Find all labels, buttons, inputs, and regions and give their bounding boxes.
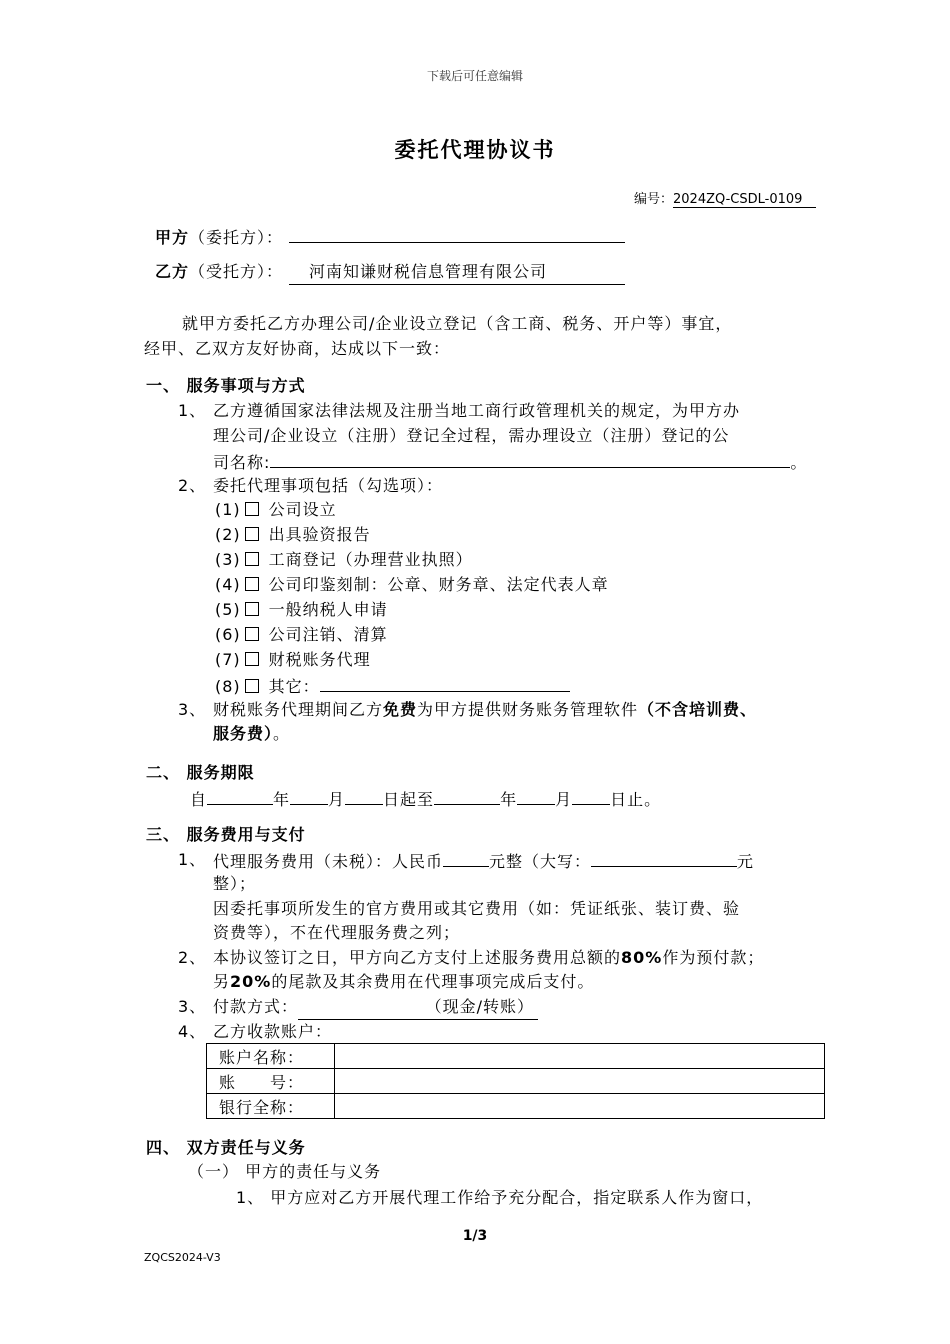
- account-name-field[interactable]: [335, 1044, 825, 1069]
- party-b-role: （受托方）：: [189, 262, 284, 281]
- s3-item1-line3: 因委托事项所发生的官方费用或其它费用（如：凭证纸张、装订费、验: [213, 899, 741, 918]
- s1-item1-line1: 乙方遵循国家法律法规及注册当地工商行政管理机关的规定，为甲方办: [213, 401, 741, 420]
- s3-item4-num: 4、: [178, 1022, 207, 1041]
- s3-item3-num: 3、: [178, 997, 207, 1016]
- party-a-field[interactable]: [289, 224, 625, 243]
- option-2: [215, 523, 371, 547]
- option-7-checkbox[interactable]: [245, 652, 259, 666]
- bank-account-table: [206, 1043, 825, 1119]
- period-day-to-label: 日止。: [610, 790, 662, 809]
- s3-item1-num: 1、: [178, 850, 207, 869]
- option-1: [215, 498, 337, 522]
- s1-item3-pre: 财税账务代理期间乙方: [213, 700, 384, 719]
- option-2-label: 出具验资报告: [268, 525, 371, 544]
- payment-method-field[interactable]: （现金/转账）: [298, 995, 538, 1020]
- option-6-checkbox[interactable]: [245, 627, 259, 641]
- bank-name-field[interactable]: [335, 1094, 825, 1119]
- table-row: [207, 1069, 825, 1094]
- s1-item3-end: 。: [273, 724, 291, 743]
- intro-line-2: 经甲、乙双方友好协商，达成以下一致：: [144, 339, 451, 358]
- balance-pre: 另: [213, 972, 231, 991]
- from-day-field[interactable]: [345, 786, 383, 805]
- option-4-label: 公司印鉴刻制：公章、财务章、法定代表人章: [268, 575, 609, 594]
- table-row: [207, 1044, 825, 1069]
- option-3-label: 工商登记（办理营业执照）: [268, 550, 473, 569]
- account-number-label: 账 号：: [207, 1069, 335, 1094]
- s1-item1-line3: [213, 449, 807, 475]
- s1-item2-num: 2、: [178, 476, 207, 495]
- s3-item1-line1: [213, 848, 754, 874]
- option-3: [215, 548, 473, 572]
- s1-item3-num: 3、: [178, 700, 207, 719]
- option-4-checkbox[interactable]: [245, 577, 259, 591]
- option-5: [215, 598, 388, 622]
- fee-amount-words-field[interactable]: [591, 848, 737, 867]
- option-4-num: (4): [215, 575, 241, 594]
- party-a-label: 甲方: [155, 228, 190, 247]
- from-month-field[interactable]: [290, 786, 328, 805]
- company-name-field[interactable]: [270, 449, 790, 468]
- fee-yuan-label: 元整（大写：: [489, 852, 592, 871]
- s1-item3-exclude-2: 服务费）: [213, 724, 274, 743]
- document-code: ZQCS2024-V3: [144, 1251, 221, 1264]
- option-8-other-field[interactable]: [320, 673, 570, 692]
- option-6-num: (6): [215, 625, 241, 644]
- section-3-heading: 三、 服务费用与支付: [146, 825, 306, 844]
- fee-label: 代理服务费用（未税）：人民币: [213, 852, 444, 871]
- option-1-num: (1): [215, 500, 241, 519]
- to-month-field[interactable]: [517, 786, 555, 805]
- s3-item3-line: [213, 995, 538, 1020]
- option-2-checkbox[interactable]: [245, 527, 259, 541]
- s3-item2-num: 2、: [178, 948, 207, 967]
- from-year-field[interactable]: [207, 786, 273, 805]
- fee-amount-field[interactable]: [443, 848, 489, 867]
- s3-item2-line1: [213, 946, 764, 970]
- option-3-num: (3): [215, 550, 241, 569]
- section-4-item-1: 1、 甲方应对乙方开展代理工作给予充分配合，指定联系人作为窗口，: [236, 1188, 764, 1207]
- fee-yuan2-label: 元: [737, 852, 755, 871]
- period-day-from-label: 日起至: [383, 790, 435, 809]
- s3-item2-line2: [213, 970, 594, 994]
- contract-number: [634, 188, 816, 207]
- header-note: 下载后可任意编辑: [426, 69, 523, 83]
- option-5-label: 一般纳税人申请: [268, 600, 388, 619]
- table-row: [207, 1094, 825, 1119]
- party-a-role: （委托方）：: [189, 228, 284, 247]
- s1-item1-line2: 理公司/企业设立（注册）登记全过程，需办理设立（注册）登记的公: [213, 426, 730, 445]
- option-3-checkbox[interactable]: [245, 552, 259, 566]
- party-b-line: [155, 260, 625, 285]
- party-b-label: 乙方: [155, 262, 190, 281]
- account-number-field[interactable]: [335, 1069, 825, 1094]
- option-8: [215, 673, 570, 699]
- s3-item4-label: 乙方收款账户：: [213, 1022, 333, 1041]
- prepay-text: 本协议签订之日，甲方向乙方支付上述服务费用总额的: [213, 948, 622, 967]
- s3-item1-line2: 整）；: [213, 874, 257, 893]
- s1-item3-free: 免费: [383, 700, 418, 719]
- document-title: 委托代理协议书: [394, 138, 556, 162]
- s1-item3-line2: [213, 722, 290, 746]
- company-name-end: 。: [790, 453, 808, 472]
- period-month2-label: 月: [555, 790, 573, 809]
- s3-item1-line4: 资费等），不在代理服务费之列；: [213, 923, 461, 942]
- option-7-label: 财税账务代理: [268, 650, 371, 669]
- s1-item2-text: 委托代理事项包括（勾选项）：: [213, 476, 444, 495]
- period-month-label: 月: [328, 790, 346, 809]
- s1-item3-exclude: （不含培训费、: [638, 700, 758, 719]
- to-day-field[interactable]: [572, 786, 610, 805]
- option-6-label: 公司注销、清算: [268, 625, 388, 644]
- prepay-post: 作为预付款；: [662, 948, 765, 967]
- period-from-label: 自: [190, 790, 208, 809]
- contract-number-value: 2024ZQ-CSDL-0109: [673, 192, 816, 208]
- option-4: [215, 573, 609, 597]
- option-8-num: (8): [215, 677, 241, 696]
- option-7-num: (7): [215, 650, 241, 669]
- prepay-percent: 80%: [621, 948, 663, 967]
- option-1-label: 公司设立: [268, 500, 337, 519]
- balance-post: 的尾款及其余费用在代理事项完成后支付。: [271, 972, 595, 991]
- period-year-label: 年: [273, 790, 291, 809]
- option-1-checkbox[interactable]: [245, 502, 259, 516]
- section-4-heading: 四、 双方责任与义务: [146, 1138, 306, 1157]
- option-8-label: 其它：: [268, 677, 320, 696]
- option-5-checkbox[interactable]: [245, 602, 259, 616]
- service-period-line: [190, 786, 661, 812]
- option-5-num: (5): [215, 600, 241, 619]
- party-b-field[interactable]: 河南知谦财税信息管理有限公司: [289, 260, 625, 285]
- intro-line-1: 就甲方委托乙方办理公司/企业设立登记（含工商、税务、开户等）事宜，: [182, 314, 733, 333]
- section-4-sub-1: （一） 甲方的责任与义务: [188, 1162, 382, 1181]
- company-name-label: 司名称:: [213, 453, 271, 472]
- payment-method-label: 付款方式：: [213, 997, 299, 1016]
- contract-number-label: 编号：: [634, 192, 674, 207]
- option-8-checkbox[interactable]: [245, 679, 259, 693]
- s1-item1-num: 1、: [178, 401, 207, 420]
- section-1-heading: 一、 服务事项与方式: [146, 376, 306, 395]
- period-year2-label: 年: [500, 790, 518, 809]
- account-name-label: 账户名称：: [207, 1044, 335, 1069]
- option-2-num: (2): [215, 525, 241, 544]
- section-2-heading: 二、 服务期限: [146, 763, 255, 782]
- party-a-line: [155, 224, 625, 250]
- option-6: [215, 623, 388, 647]
- option-7: [215, 648, 371, 672]
- to-year-field[interactable]: [434, 786, 500, 805]
- s1-item3-line1: [213, 698, 757, 722]
- page-number: 1/3: [462, 1228, 488, 1244]
- balance-percent: 20%: [230, 972, 272, 991]
- s1-item3-mid: 为甲方提供财务账务管理软件: [417, 700, 639, 719]
- bank-name-label: 银行全称：: [207, 1094, 335, 1119]
